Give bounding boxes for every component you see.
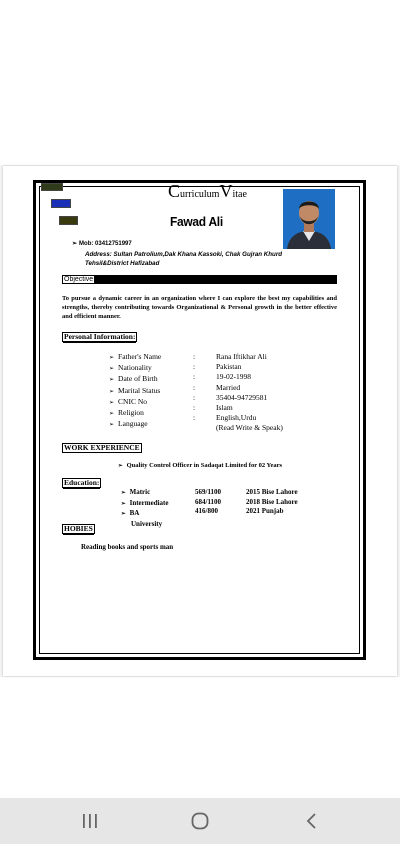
list-item: ➢ Date of Birth xyxy=(109,374,158,384)
color-swatch xyxy=(59,216,78,225)
hobbies-heading: HOBIES xyxy=(64,524,93,533)
color-swatch xyxy=(41,183,63,191)
personal-info-values: Rana Iftikhar Ali Pakistan 19-02-1998 Married 35404-94729581 Islam English,Urdu (Read Write & Speak) xyxy=(216,352,283,433)
list-item: ➢ Father's Name xyxy=(109,352,162,361)
education-years: 2015 Bise Lahore 2018 Bise Lahore 2021 Punjab xyxy=(246,488,298,515)
personal-info-heading: Personal Information: xyxy=(64,332,136,341)
mobile-number: ➢ Mob: 03412751997 xyxy=(72,241,132,247)
list-item: ➢ BA xyxy=(121,509,140,517)
language-note: (Read Write & Speak) xyxy=(216,423,283,433)
viewer-background xyxy=(0,0,400,165)
list-item: ➢ Nationality xyxy=(109,363,152,373)
back-button[interactable] xyxy=(272,798,352,844)
list-item: ➢ Language xyxy=(109,419,148,429)
list-item: ➢ Intermediate xyxy=(121,498,169,507)
hobbies-text: Reading books and sports man xyxy=(81,543,174,551)
list-item: ➢ CNIC No xyxy=(109,396,147,406)
objective-text: To pursue a dynamic career in an organization where I can explore the best my capabilities and strengths, thereby contributing towards Organizational & Personal growth in the better effective and efficient manner. xyxy=(62,295,337,320)
personal-info-labels xyxy=(109,352,161,430)
objective-heading: Objective xyxy=(64,276,94,283)
back-icon xyxy=(305,812,319,830)
address-text: Address: Sultan Patrolium,Dak Khana Kassoki, Chak Gujran Khurd Tehsil&District Hafizabad xyxy=(85,251,283,267)
list-item: ➢ Religion xyxy=(109,408,144,418)
cv-heading: CurriculumVitae xyxy=(168,181,247,201)
education-degrees: ➢ Matric ➢ Intermediate ➢ BA University xyxy=(121,488,169,528)
home-icon xyxy=(190,811,210,831)
education-heading: Education: xyxy=(64,478,100,487)
education-marks: 569/1100 684/1100 416/800 xyxy=(195,488,222,515)
system-navbar xyxy=(0,798,400,844)
personal-info-colons: : : : : : : : xyxy=(193,352,196,423)
recents-button[interactable] xyxy=(50,798,130,844)
list-item: ➢ Matric xyxy=(121,488,151,496)
list-item: ➢ Marital Status xyxy=(109,385,161,395)
work-item: ➢ Quality Control Officer in Sadaqat Limited for 02 Years xyxy=(118,462,283,469)
objective-bar xyxy=(62,275,337,284)
color-swatch xyxy=(51,199,71,208)
recents-icon xyxy=(80,812,100,830)
candidate-name: Fawad Ali xyxy=(170,214,223,229)
work-experience-heading: WORK EXPERIENCE xyxy=(64,443,140,452)
profile-photo xyxy=(283,189,335,249)
home-button[interactable] xyxy=(160,798,240,844)
